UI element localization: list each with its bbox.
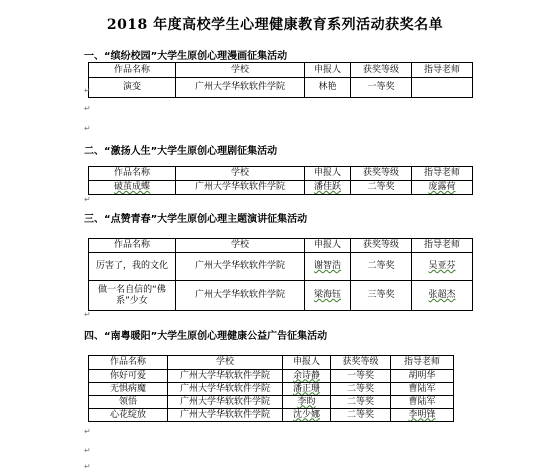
column-header: 获奖等级	[351, 239, 412, 253]
school-cell: 广州大学华软软件学院	[168, 383, 283, 396]
applicant-cell: 谢智浩	[305, 253, 351, 281]
column-header: 申报人	[305, 63, 351, 78]
column-header: 获奖等级	[351, 167, 412, 181]
award-level-cell: 二等奖	[331, 409, 391, 422]
section-heading-2: 二、“激扬人生”大学生原创心理剧征集活动	[84, 146, 278, 157]
table-header-row	[89, 239, 473, 253]
work-title-cell: 破茧成蝶	[89, 181, 176, 195]
column-header: 学校	[176, 63, 305, 78]
work-title-cell: 做一名自信的“佛系”少女	[89, 281, 176, 311]
work-title-cell: 你好可爱	[89, 370, 168, 383]
award-level-cell: 二等奖	[331, 396, 391, 409]
table-row	[89, 396, 454, 409]
table-header-row	[89, 63, 473, 78]
applicant-cell: 潘佳跃	[305, 181, 351, 195]
school-cell: 广州大学华软软件学院	[168, 396, 283, 409]
work-title-cell: 演变	[89, 78, 176, 98]
award-level-cell: 二等奖	[331, 383, 391, 396]
advisor-cell: 李明锋	[391, 409, 454, 422]
table-row	[89, 370, 454, 383]
column-header: 指导老师	[391, 356, 454, 370]
column-header: 学校	[176, 167, 305, 181]
paragraph-mark-icon: ↵	[84, 86, 91, 95]
advisor-cell: 胡明华	[391, 370, 454, 383]
applicant-cell: 沈少娜	[283, 409, 331, 422]
column-header: 作品名称	[89, 356, 168, 370]
paragraph-mark-icon: ↵	[84, 195, 91, 204]
advisor-cell: 庞露荷	[412, 181, 473, 195]
award-table-4	[88, 355, 454, 422]
section-heading-3: 三、“点赞青春”大学生原创心理主题演讲征集活动	[84, 214, 308, 225]
paragraph-mark-icon: ↵	[84, 427, 91, 436]
work-title-cell: 厉害了，我的文化	[89, 253, 176, 281]
award-level-cell: 一等奖	[331, 370, 391, 383]
work-title-cell: 领悟	[89, 396, 168, 409]
column-header: 获奖等级	[331, 356, 391, 370]
paragraph-mark-icon: ↵	[84, 104, 91, 113]
school-cell: 广州大学华软软件学院	[168, 370, 283, 383]
table-row	[89, 253, 473, 281]
table-row	[89, 409, 454, 422]
table-header-row	[89, 167, 473, 181]
section-heading-4: 四、“南粤暖阳”大学生原创心理健康公益广告征集活动	[84, 331, 328, 342]
advisor-cell: 张超杰	[412, 281, 473, 311]
work-title-cell: 无惧病魔	[89, 383, 168, 396]
award-table-1	[88, 62, 473, 98]
table-row	[89, 78, 473, 98]
award-table-3	[88, 238, 473, 311]
applicant-cell: 梁海钰	[305, 281, 351, 311]
table-row	[89, 281, 473, 311]
table-row	[89, 181, 473, 195]
award-level-cell: 二等奖	[351, 181, 412, 195]
award-table-2	[88, 166, 473, 195]
paragraph-mark-icon: ↵	[84, 462, 91, 471]
award-level-cell: 一等奖	[351, 78, 412, 98]
school-cell: 广州大学华软软件学院	[176, 78, 305, 98]
column-header: 学校	[176, 239, 305, 253]
column-header: 学校	[168, 356, 283, 370]
award-level-cell: 三等奖	[351, 281, 412, 311]
school-cell: 广州大学华软软件学院	[176, 281, 305, 311]
advisor-cell: 曹陆军	[391, 396, 454, 409]
advisor-cell	[412, 78, 473, 98]
section-heading-1: 一、“缤纷校园”大学生原创心理漫画征集活动	[84, 51, 288, 62]
table-row	[89, 383, 454, 396]
document-title: 2018 年度高校学生心理健康教育系列活动获奖名单	[106, 17, 444, 33]
column-header: 作品名称	[89, 239, 176, 253]
column-header: 申报人	[305, 239, 351, 253]
applicant-cell: 潘正珊	[283, 383, 331, 396]
column-header: 申报人	[305, 167, 351, 181]
advisor-cell: 曹陆军	[391, 383, 454, 396]
column-header: 指导老师	[412, 63, 473, 78]
column-header: 指导老师	[412, 167, 473, 181]
work-title-cell: 心花绽放	[89, 409, 168, 422]
applicant-cell: 余诗静	[283, 370, 331, 383]
column-header: 申报人	[283, 356, 331, 370]
applicant-cell: 林艳	[305, 78, 351, 98]
column-header: 获奖等级	[351, 63, 412, 78]
applicant-cell: 李昀	[283, 396, 331, 409]
paragraph-mark-icon: ↵	[84, 310, 91, 319]
paragraph-mark-icon: ↵	[84, 124, 91, 133]
advisor-cell: 吴亚芬	[412, 253, 473, 281]
column-header: 作品名称	[89, 167, 176, 181]
column-header: 指导老师	[412, 239, 473, 253]
school-cell: 广州大学华软软件学院	[168, 409, 283, 422]
column-header: 作品名称	[89, 63, 176, 78]
table-header-row	[89, 356, 454, 370]
school-cell: 广州大学华软软件学院	[176, 253, 305, 281]
award-level-cell: 二等奖	[351, 253, 412, 281]
paragraph-mark-icon: ↵	[84, 446, 91, 455]
school-cell: 广州大学华软软件学院	[176, 181, 305, 195]
